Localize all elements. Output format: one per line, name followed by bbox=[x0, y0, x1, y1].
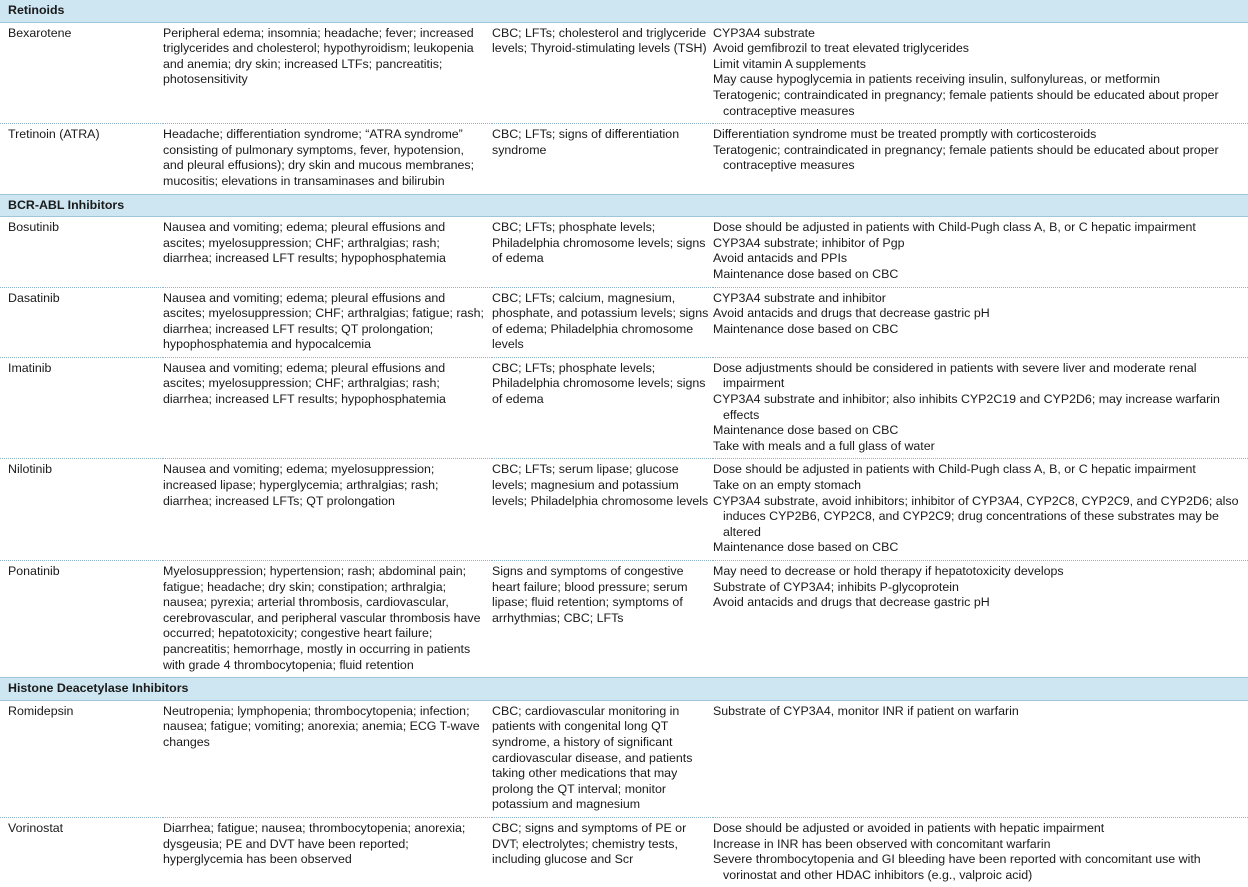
drug-row bbox=[0, 287, 1248, 357]
note-line: Avoid antacids and drugs that decrease gastric pH bbox=[713, 595, 990, 610]
notes-cell bbox=[713, 561, 1248, 678]
drug-name-cell: Bosutinib bbox=[0, 217, 163, 287]
drug-row bbox=[0, 22, 1248, 124]
monitoring-cell: CBC; LFTs; signs of differentiation syndrome bbox=[492, 127, 680, 157]
note-line: Avoid gemfibrozil to treat elevated triglycerides bbox=[713, 41, 969, 56]
note-line: CYP3A4 substrate, avoid inhibitors; inhibitor of CYP3A4, CYP2C8, CYP2C9, and CYP2D6; also induces CYP2B6, CYP2C8, and CYP2C9; drug concentrations of these substrates may be altered bbox=[713, 493, 1239, 539]
monitoring-cell: CBC; LFTs; serum lipase; glucose levels; magnesium and potassium levels; Philadelphia chromosome levels bbox=[492, 459, 713, 561]
note-line: Increase in INR has been observed with concomitant warfarin bbox=[713, 836, 1051, 851]
monitoring-cell: CBC; signs and symptoms of PE or DVT; electrolytes; chemistry tests, including glucose and Scr bbox=[492, 820, 687, 867]
drug-row bbox=[0, 217, 1248, 287]
monitoring-cell: CBC; cardiovascular monitoring in patients with congenital long QT syndrome, a history of significant cardiovascular disease, and patients taking other medications that may prolong the QT interval; monitor potassium and magnesium bbox=[492, 700, 713, 817]
note-line: Substrate of CYP3A4; inhibits P-glycoprotein bbox=[713, 579, 959, 594]
note-line: Teratogenic; contraindicated in pregnancy; female patients should be educated about proper contraceptive measures bbox=[713, 87, 1219, 118]
drug-name-cell: Nilotinib bbox=[0, 459, 163, 561]
drug-name-cell: Imatinib bbox=[0, 357, 163, 459]
section-title: Histone Deacetylase Inhibitors bbox=[0, 678, 1248, 701]
adverse-effects-cell: Nausea and vomiting; edema; pleural effusions and ascites; myelosuppression; CHF; arthralgias; rash; diarrhea; increased LFT results; hypophosphatemia bbox=[163, 217, 492, 287]
adverse-effects-cell: Nausea and vomiting; edema; pleural effusions and ascites; myelosuppression; CHF; arthralgias; rash; diarrhea; increased LFT results; hypophosphatemia bbox=[163, 357, 492, 459]
note-line: May cause hypoglycemia in patients receiving insulin, sulfonylureas, or metformin bbox=[713, 72, 1160, 87]
adverse-effects-cell: Nausea and vomiting; edema; pleural effusions and ascites; myelosuppression; CHF; arthralgias; fatigue; rash; diarrhea; increased LFT results; QT prolongation; hypophosphatemia and hypocalcemia bbox=[163, 287, 492, 357]
notes-cell bbox=[713, 217, 1248, 287]
monitoring-cell: CBC; LFTs; calcium, magnesium, phosphate, and potassium levels; signs of edema; Philadelphia chromosome levels bbox=[492, 287, 713, 357]
monitoring-cell: CBC; LFTs; phosphate levels; Philadelphia chromosome levels; signs of edema bbox=[492, 217, 713, 287]
section-title: BCR-ABL Inhibitors bbox=[0, 194, 1248, 217]
drug-name-cell: Tretinoin (ATRA) bbox=[8, 127, 100, 142]
adverse-effects-cell: Headache; differentiation syndrome; “ATRA syndrome” consisting of pulmonary symptoms, fever, hypotension, and pleural effusions); dry skin and mucous membranes; mucositis; elevations in transaminases and bilirubin bbox=[163, 127, 475, 188]
drug-name-cell: Bexarotene bbox=[0, 22, 163, 124]
note-line: CYP3A4 substrate bbox=[713, 25, 815, 40]
note-line: Teratogenic; contraindicated in pregnancy; female patients should be educated about proper contraceptive measures bbox=[713, 142, 1219, 173]
adverse-effects-cell: Nausea and vomiting; edema; myelosuppression; increased lipase; hyperglycemia; arthralgias; rash; diarrhea; increased LFTs; QT prolongation bbox=[163, 459, 492, 561]
note-line: Avoid antacids and drugs that decrease gastric pH bbox=[713, 306, 990, 321]
note-line: Dose adjustments should be considered in patients with severe liver and moderate renal impairment bbox=[713, 360, 1197, 391]
notes-cell bbox=[713, 22, 1248, 124]
section-header-row bbox=[0, 0, 1248, 22]
section-header-row bbox=[0, 194, 1248, 217]
note-line: Substrate of CYP3A4, monitor INR if patient on warfarin bbox=[713, 703, 1019, 718]
section-title: Retinoids bbox=[0, 0, 1248, 22]
drug-row bbox=[0, 561, 1248, 678]
notes-cell bbox=[713, 124, 1248, 194]
monitoring-cell: CBC; LFTs; phosphate levels; Philadelphia chromosome levels; signs of edema bbox=[492, 357, 713, 459]
drug-name-cell: Vorinostat bbox=[8, 820, 64, 835]
monitoring-cell: Signs and symptoms of congestive heart failure; blood pressure; serum lipase; fluid retention; symptoms of arrhythmias; CBC; LFTs bbox=[492, 564, 688, 625]
notes-cell bbox=[713, 357, 1248, 459]
notes-cell bbox=[713, 817, 1248, 887]
drug-name-cell: Romidepsin bbox=[0, 700, 163, 817]
note-line: Maintenance dose based on CBC bbox=[713, 423, 899, 438]
section-header-row bbox=[0, 678, 1248, 701]
drug-name-cell: Dasatinib bbox=[0, 287, 163, 357]
adverse-effects-cell: Diarrhea; fatigue; nausea; thrombocytopenia; anorexia; dysgeusia; PE and DVT have been reported; hyperglycemia has been observed bbox=[163, 820, 466, 867]
adverse-effects-cell: Neutropenia; lymphopenia; thrombocytopenia; infection; nausea; fatigue; vomiting; anorexia; anemia; ECG T-wave changes bbox=[163, 700, 492, 817]
note-line: Limit vitamin A supplements bbox=[713, 56, 866, 71]
note-line: Take on an empty stomach bbox=[713, 478, 862, 493]
note-line: Maintenance dose based on CBC bbox=[713, 266, 899, 281]
drug-row bbox=[0, 459, 1248, 561]
adverse-effects-cell: Peripheral edema; insomnia; headache; fever; increased triglycerides and cholesterol; hypothyroidism; leukopenia and anemia; dry skin; increased LTFs; pancreatitis; photosensitivity bbox=[163, 22, 492, 124]
note-line: Dose should be adjusted in patients with Child-Pugh class A, B, or C hepatic impairment bbox=[713, 220, 1196, 235]
note-line: Maintenance dose based on CBC bbox=[713, 540, 899, 555]
note-line: Dose should be adjusted or avoided in patients with hepatic impairment bbox=[713, 820, 1105, 835]
notes-cell bbox=[713, 700, 1248, 817]
notes-cell bbox=[713, 287, 1248, 357]
note-line: May need to decrease or hold therapy if hepatotoxicity develops bbox=[713, 564, 1064, 578]
note-line: CYP3A4 substrate; inhibitor of Pgp bbox=[713, 235, 905, 250]
drug-row bbox=[0, 124, 1248, 194]
drug-row bbox=[0, 357, 1248, 459]
note-line: Avoid antacids and PPIs bbox=[713, 251, 848, 266]
note-line: Dose should be adjusted in patients with Child-Pugh class A, B, or C hepatic impairment bbox=[713, 462, 1196, 477]
note-line: Maintenance dose based on CBC bbox=[713, 321, 899, 336]
adverse-effects-cell: Myelosuppression; hypertension; rash; abdominal pain; fatigue; headache; dry skin; constipation; arthralgia; nausea; pyrexia; arterial thrombosis, cardiovascular, cerebrovascular, and peripheral vascular thrombosis have occurred; hepatotoxicity; congestive heart failure; pancreatitis; hemorrhage, mostly in occurring in patients with grade 4 thrombocytopenia; fluid retention bbox=[163, 564, 481, 672]
note-line: Severe thrombocytopenia and GI bleeding have been reported with concomitant use with vorinostat and other HDAC inhibitors (e.g., valproic acid) bbox=[713, 852, 1201, 882]
monitoring-cell: CBC; LFTs; cholesterol and triglyceride levels; Thyroid-stimulating levels (TSH) bbox=[492, 22, 713, 124]
note-line: CYP3A4 substrate and inhibitor bbox=[713, 290, 886, 305]
note-line: Take with meals and a full glass of water bbox=[713, 438, 935, 453]
drug-row bbox=[0, 700, 1248, 817]
drug-name-cell: Ponatinib bbox=[8, 564, 60, 578]
notes-cell bbox=[713, 459, 1248, 561]
note-line: CYP3A4 substrate and inhibitor; also inhibits CYP2C19 and CYP2D6; may increase warfarin effects bbox=[713, 392, 1220, 422]
drug-row bbox=[0, 817, 1248, 887]
note-line: Differentiation syndrome must be treated promptly with corticosteroids bbox=[713, 127, 1097, 142]
